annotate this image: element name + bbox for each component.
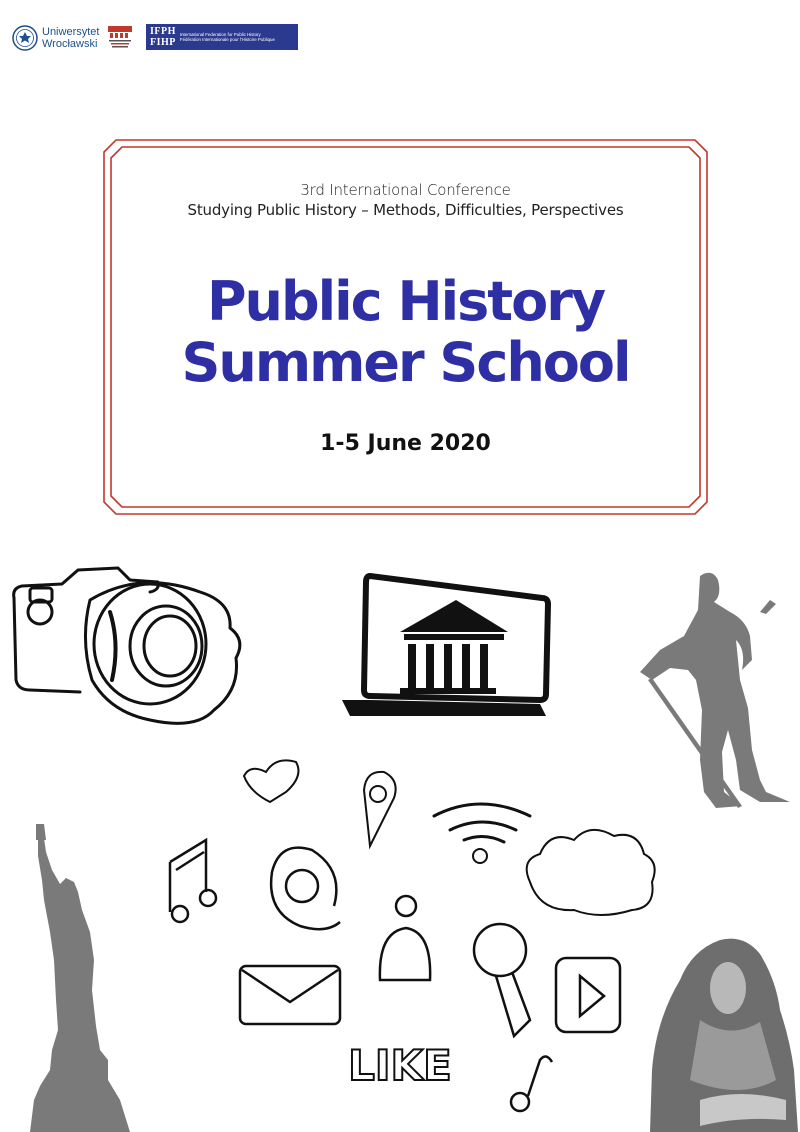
- at-sign-doodle-icon: [271, 848, 340, 930]
- university-logo: [12, 25, 99, 51]
- play-button-doodle-icon: [556, 958, 620, 1032]
- illustration-area: [0, 540, 800, 1132]
- ifph-name-fr: Fédération Internationale pour l'Histoire Publique: [179, 37, 275, 42]
- university-name-line2: Wrocławski: [42, 38, 98, 50]
- envelope-doodle-icon: [240, 966, 340, 1024]
- ifph-abbr-en: IFPH: [150, 26, 176, 37]
- user-doodle-icon: [380, 896, 430, 980]
- ifph-logo: [146, 24, 298, 50]
- ifph-name-en: International Federation for Public History: [179, 31, 261, 37]
- heart-doodle-icon: [244, 760, 298, 802]
- cloud-doodle-icon: [527, 830, 655, 915]
- knight-statue-icon: [640, 573, 790, 808]
- wifi-doodle-icon: [434, 804, 530, 863]
- header-logos: [12, 22, 99, 54]
- main-title-line1: Public History: [206, 270, 605, 333]
- university-seal-icon: [12, 25, 38, 51]
- location-pin-doodle-icon: [364, 772, 396, 846]
- like-text: LIKE: [348, 1041, 452, 1090]
- statue-of-liberty-icon: [30, 824, 130, 1132]
- title-box: [102, 138, 709, 516]
- conference-title: Studying Public History – Methods, Difficulties, Perspectives: [187, 201, 624, 219]
- main-title-line2: Summer School: [181, 331, 630, 394]
- ifph-abbr-fr: FIHP: [150, 37, 176, 48]
- small-note-doodle-icon: [511, 1056, 552, 1111]
- institute-logo-icon: [106, 24, 134, 50]
- camera-icon: [14, 568, 240, 723]
- music-note-doodle-icon: [170, 840, 216, 922]
- laptop-museum-icon: [342, 576, 548, 716]
- event-dates: 1-5 June 2020: [320, 431, 491, 456]
- university-name-line1: Uniwersytet: [42, 26, 100, 38]
- mona-lisa-icon: [650, 939, 798, 1132]
- conference-number: 3rd International Conference: [300, 181, 511, 199]
- magnifier-doodle-icon: [474, 924, 530, 1036]
